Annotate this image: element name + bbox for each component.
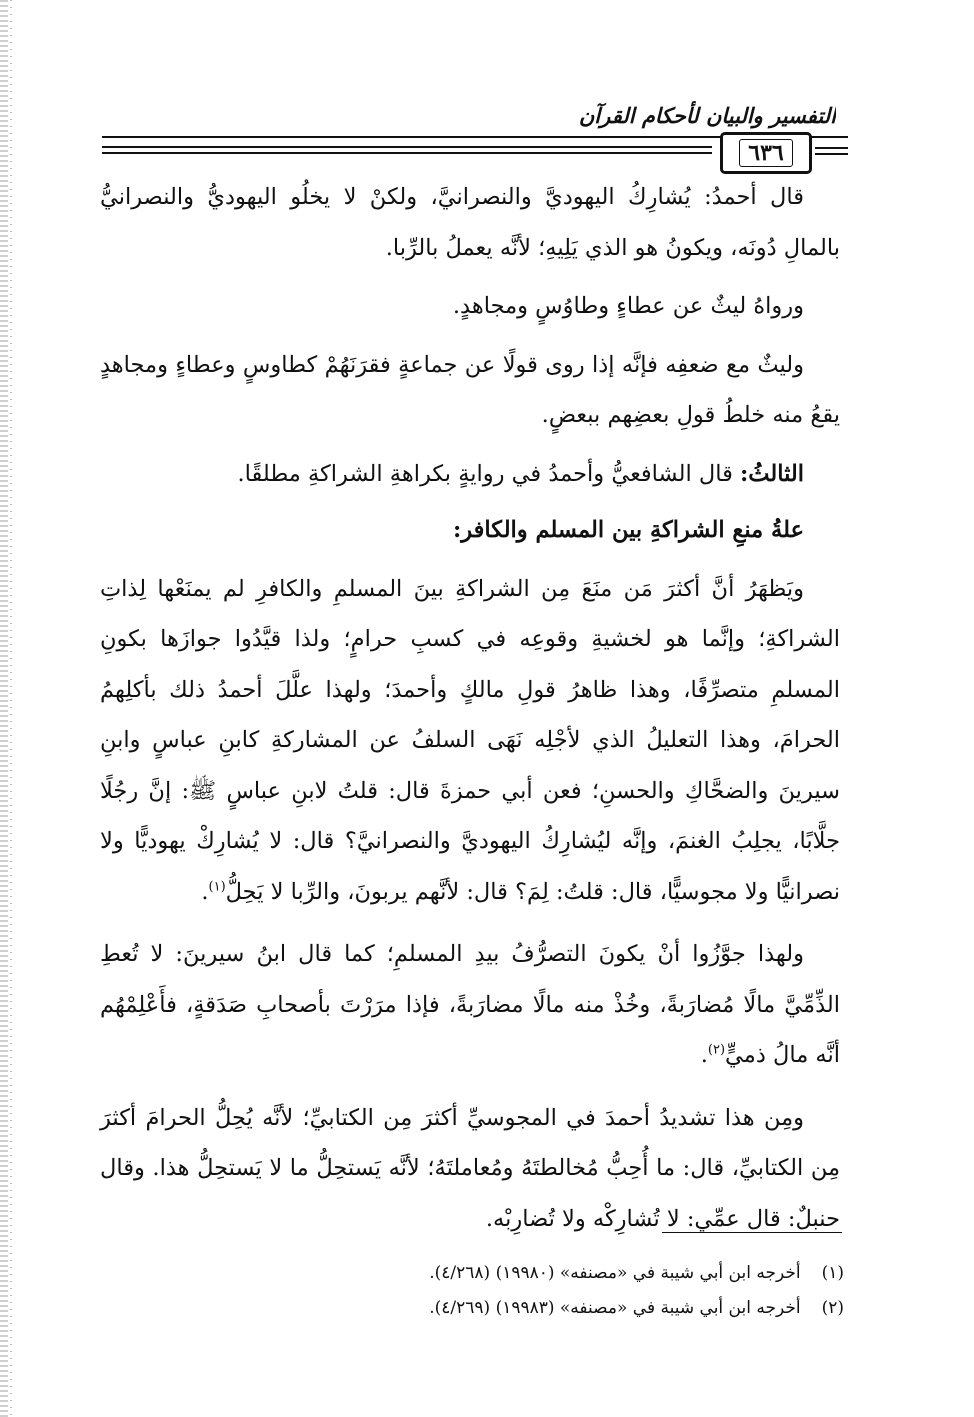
paragraph (100, 449, 840, 500)
paragraph-text: . (700, 1042, 708, 1068)
paragraph: ومِن هذا تشديدُ أحمدَ في المجوسيِّ أكثرَ مِن الكتابيِّ؛ لأنَّه يُحِلُّ الحرامَ أكثرَ مِن الكتابيِّ، قال: ما أُحِبُّ مُخالطتَهُ ومُعاملتَهُ؛ لأنَّه يَستحِلُّ ما لا يَستحِلُّ هذا. وقال حنبلٌ: قال عمِّي: لا تُشارِكْه ولا تُضارِبْه. (100, 1104, 840, 1232)
footnote-number: (١) (821, 1263, 844, 1283)
footnote-separator (662, 1232, 842, 1233)
main-text (100, 172, 840, 1244)
scan-edge (0, 0, 8, 1417)
footnote-number: (٢) (821, 1298, 844, 1318)
footnote-text: أخرجه ابن أبي شيبة في «مصنفه» (١٩٩٨٣) (٤/٢٦٩). (429, 1298, 801, 1318)
paragraph-text: قال الشافعيُّ وأحمدُ في روايةٍ بكراهةِ الشراكةِ مطلقًا. (237, 460, 740, 487)
paragraph: ورواهُ ليثٌ عن عطاءٍ وطاوُسٍ ومجاهدٍ. (452, 293, 804, 319)
paragraph-text: ويَظهَرُ أنَّ أكثرَ مَن منَعَ مِن الشراكةِ بينَ المسلمِ والكافرِ لم يمنَعْها لِذاتِ الشراكةِ؛ وإنَّما هو لخشيةِ وقوعِه في كسبِ حرامٍ؛ ولذا قيَّدُوا جوازَها بكونِ المسلمِ متصرِّفًا، وهذا ظاهرُ قولِ مالكٍ وأحمدَ؛ ولهذا علَّلَ أحمدُ ذلك بأكلِهمُ الحرامَ، وهذا التعليلُ الذي لأجْلِه نَهَى السلفُ عن المشاركةِ كابنِ عباسٍ وابنِ سيرينَ والضحَّاكِ والحسنِ؛ فعن أبي حمزةَ قال: قلتُ لابنِ عباسٍ ﷺ: إنَّ رجُلًا جلَّابًا، يجلِبُ الغنمَ، وإنَّه ليُشارِكُ اليهوديَّ والنصرانيَّ؟ قال: لا يُشارِكْ يهوديًّا ولا نصرانيًّا ولا مجوسيًّا، قال: قلتُ: لِمَ؟ قال: لأنَّهم يربونَ، والرِّبا لا يَحِلُّ (100, 575, 840, 905)
footnotes (320, 1256, 844, 1326)
footnote-reference: (١) (208, 879, 226, 894)
section-heading: علةُ منعِ الشراكةِ بين المسلم والكافر: (452, 517, 804, 543)
paragraph-text: . (201, 878, 209, 905)
header-rule (102, 146, 712, 148)
footnote-reference: (٢) (707, 1042, 726, 1058)
paragraph: قال أحمدُ: يُشارِكُ اليهوديَّ والنصرانيَّ، ولكنْ لا يخلُو اليهوديُّ والنصرانيُّ بالمالِ دُونَه، ويكونُ هو الذي يَلِيهِ؛ لأنَّه يعملُ بالرِّبا. (100, 184, 840, 261)
paragraph (100, 564, 840, 918)
running-title: التفسير والبيان لأحكام القرآن (578, 103, 836, 128)
header-rule (815, 147, 848, 149)
scan-edge-dots (10, 0, 12, 1417)
footnote-text: أخرجه ابن أبي شيبة في «مصنفه» (١٩٩٨٠) (٤/٢٦٨). (429, 1263, 801, 1283)
paragraph: وليثٌ مع ضعفِه فإنَّه إذا روى قولًا عن جماعةٍ فقرَنَهُمْ كطاوسٍ وعطاءٍ ومجاهدٍ يقعُ منه خلطُ قولِ بعضِهم ببعضٍ. (100, 351, 840, 428)
paragraph (100, 929, 840, 1081)
header-rule (815, 153, 848, 155)
page-number-box (720, 132, 812, 174)
page-number: ٦٣٦ (739, 139, 792, 167)
footnote (320, 1291, 844, 1326)
paragraph-text: ولهذا جوَّزُوا أنْ يكونَ التصرُّفُ بيدِ المسلمِ؛ كما قال ابنُ سيرينَ: لا تُعطِ الذِّمِّيَّ مالًا مُضارَبةً، وخُذْ منه مالًا مضارَبةً، فإذا مرَرْتَ بأصحابِ صَدَقةٍ، فأَعْلِمْهُم أنَّه مالُ ذميٍّ (100, 941, 840, 1068)
header-rule (102, 152, 712, 154)
page-header (100, 96, 848, 166)
paragraph-lead: الثالثُ: (739, 460, 804, 487)
footnote (320, 1256, 844, 1291)
